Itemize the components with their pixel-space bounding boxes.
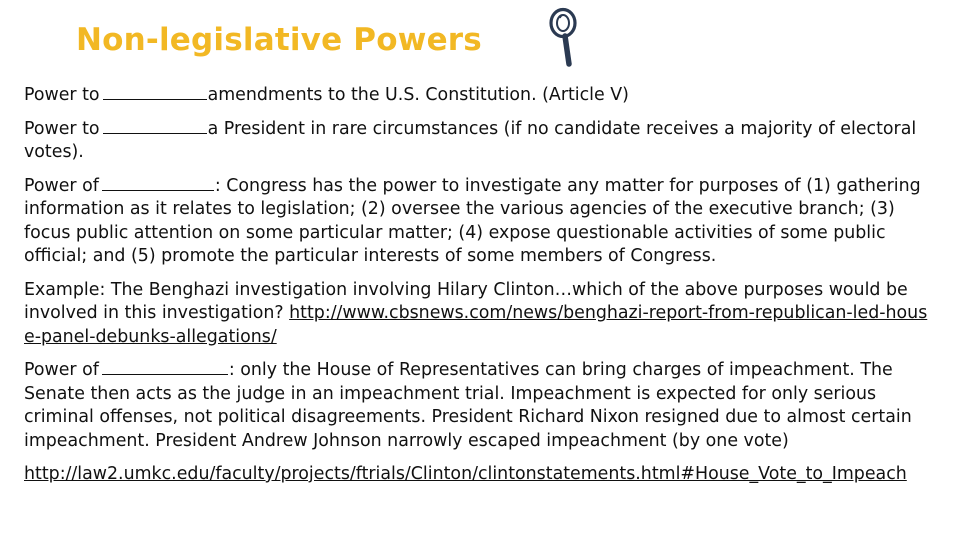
investigate-text: : Congress has the power to investigate any matter for purposes of (1) gathering information as it relates to legislation; (2) oversee the various agencies of the executive branch; (3) focus public attention on some particular matter; (4) expose questionable activities of some public official; and (5) promote the particular interests of some members of Congress. [24, 175, 921, 266]
investigate-prefix: Power of [24, 175, 99, 196]
paragraph-elect [24, 118, 936, 165]
impeach-prefix: Power of [24, 360, 99, 380]
amend-prefix: Power to [24, 85, 100, 105]
elect-prefix: Power to [24, 118, 100, 139]
elect-text: a President in rare circumstances (if no candidate receives a majority of electoral votes). [24, 118, 917, 162]
paragraph-final-link [24, 463, 936, 487]
benghazi-link[interactable]: http://www.cbsnews.com/news/benghazi-report-from-republican-led-house-panel-debunks-allegations/ [24, 303, 928, 347]
paragraph-example [24, 279, 936, 350]
impeach-text: : only the House of Representatives can bring charges of impeachment. The Senate then acts as the judge in an impeachment trial. Impeachment is expected for only serious criminal offenses, not political disagreements. President Richard Nixon resigned due to almost certain impeachment. President Andrew Johnson narrowly escaped impeachment (by one vote) [24, 360, 912, 451]
paragraph-amend [24, 84, 936, 108]
slide-title: Non-legislative Powers [76, 22, 482, 58]
slide-body [24, 84, 936, 497]
impeachment-vote-link[interactable]: http://law2.umkc.edu/faculty/projects/ftrials/Clinton/clintonstatements.html#House_Vote_to_Impeach [24, 464, 907, 484]
amend-text: amendments to the U.S. Constitution. (Article V) [207, 85, 629, 105]
fill-in-blank [103, 85, 207, 100]
magnifying-glass-icon [548, 6, 582, 68]
fill-in-blank [102, 176, 214, 191]
example-text: Example: The Benghazi investigation involving Hilary Clinton…which of the above purposes would be involved in this investigation? [24, 279, 908, 323]
paragraph-investigate [24, 175, 936, 269]
fill-in-blank [102, 360, 228, 375]
fill-in-blank [103, 119, 207, 134]
paragraph-impeach [24, 359, 936, 453]
